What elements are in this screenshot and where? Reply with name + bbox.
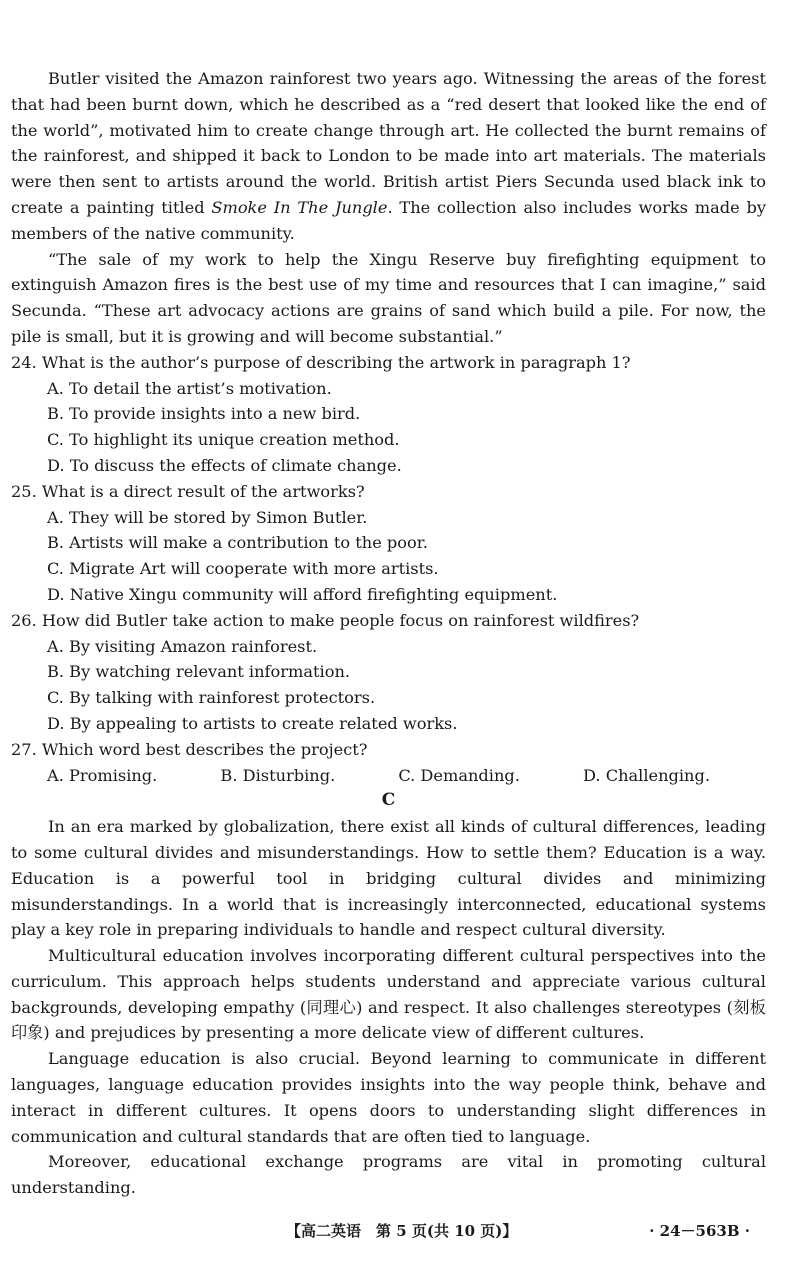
page-label: 【高二英语 第 5 页(共 10 页)】 — [286, 1222, 518, 1240]
option-b: B. Artists will make a contribution to the poor. — [47, 533, 428, 553]
question-stem: 26. How did Butler take action to make people focus on rainforest wildfires? — [11, 610, 640, 630]
option-d: D. By appealing to artists to create related works. — [47, 713, 458, 733]
paragraph-text: Butler visited the Amazon rainforest two years ago. Witnessing the areas of the forest that had been burnt down, which he described as a “red desert that looked like the end of the world”, motivated him to create change through art. He collected the burnt remains of the rainforest, and shipped it back to London to be made into art materials. The materials were then sent to artists around the world. British artist Piers Secunda used black ink to create a painting titled — [11, 69, 766, 217]
passage-b-paragraph-1 — [11, 66, 766, 247]
passage-b-paragraph-2: “The sale of my work to help the Xingu Reserve buy firefighting equipment to extinguish Amazon fires is the best use of my time and resources that I can imagine,” said Secunda. “These art advocacy actions are grains of sand which build a pile. For now, the pile is small, but it is growing and will become substantial.” — [11, 249, 766, 346]
paragraph-text: . The collection also includes works made by members of the native community. — [11, 197, 766, 243]
option-d: D. To discuss the effects of climate change. — [47, 455, 402, 475]
question-stem: 27. Which word best describes the project? — [11, 739, 368, 759]
options-row — [11, 763, 766, 789]
passage-c-paragraph-1: In an era marked by globalization, there exist all kinds of cultural differences, leading to some cultural divides and misunderstandings. How to settle them? Education is a way. Education is a powerful tool in bridging cultural divides and minimizing misunderstandings. In a world that is increasingly interconnected, educational systems play a key role in preparing individuals to handle and respect cultural diversity. — [11, 817, 766, 940]
passage-c-paragraph-3: Language education is also crucial. Beyond learning to communicate in different languages, language education provides insights into the way people think, behave and interact in different cultures. It opens doors to understanding slight differences in communication and cultural standards that are often tied to language. — [11, 1049, 766, 1146]
passage-c-paragraph-2: Multicultural education involves incorporating different cultural perspectives into the curriculum. This approach helps students understand and appreciate various cultural backgrounds, developing empathy (同理心) and respect. It also challenges stereotypes (刻板印象) and prejudices by presenting a more delicate view of different cultures. — [11, 946, 766, 1043]
question-26 — [11, 608, 766, 737]
option-c: C. Migrate Art will cooperate with more artists. — [47, 559, 439, 579]
option-c: C. To highlight its unique creation method. — [47, 430, 400, 450]
page-footer — [0, 1218, 800, 1244]
option-c: C. Demanding. — [398, 765, 520, 785]
question-24 — [11, 350, 766, 479]
option-a: A. Promising. — [47, 765, 158, 785]
artwork-title: Smoke In The Jungle — [211, 197, 388, 217]
question-25 — [11, 479, 766, 608]
option-d: D. Native Xingu community will afford firefighting equipment. — [47, 584, 558, 604]
option-b: B. Disturbing. — [220, 765, 336, 785]
question-stem: 25. What is a direct result of the artworks? — [11, 481, 365, 501]
option-b: B. By watching relevant information. — [47, 662, 351, 682]
exam-code: · 24－563B · — [649, 1222, 750, 1240]
option-b: B. To provide insights into a new bird. — [47, 404, 361, 424]
section-heading: C — [381, 790, 396, 811]
option-c: C. By talking with rainforest protectors. — [47, 688, 376, 708]
question-stem: 24. What is the author’s purpose of describing the artwork in paragraph 1? — [11, 352, 631, 372]
option-d: D. Challenging. — [583, 765, 710, 785]
passage-c-paragraph-4: Moreover, educational exchange programs are vital in promoting cultural understanding. — [11, 1152, 766, 1198]
question-27 — [11, 737, 766, 789]
option-a: A. They will be stored by Simon Butler. — [47, 507, 368, 527]
option-a: A. To detail the artist’s motivation. — [47, 378, 332, 398]
option-a: A. By visiting Amazon rainforest. — [47, 636, 318, 656]
